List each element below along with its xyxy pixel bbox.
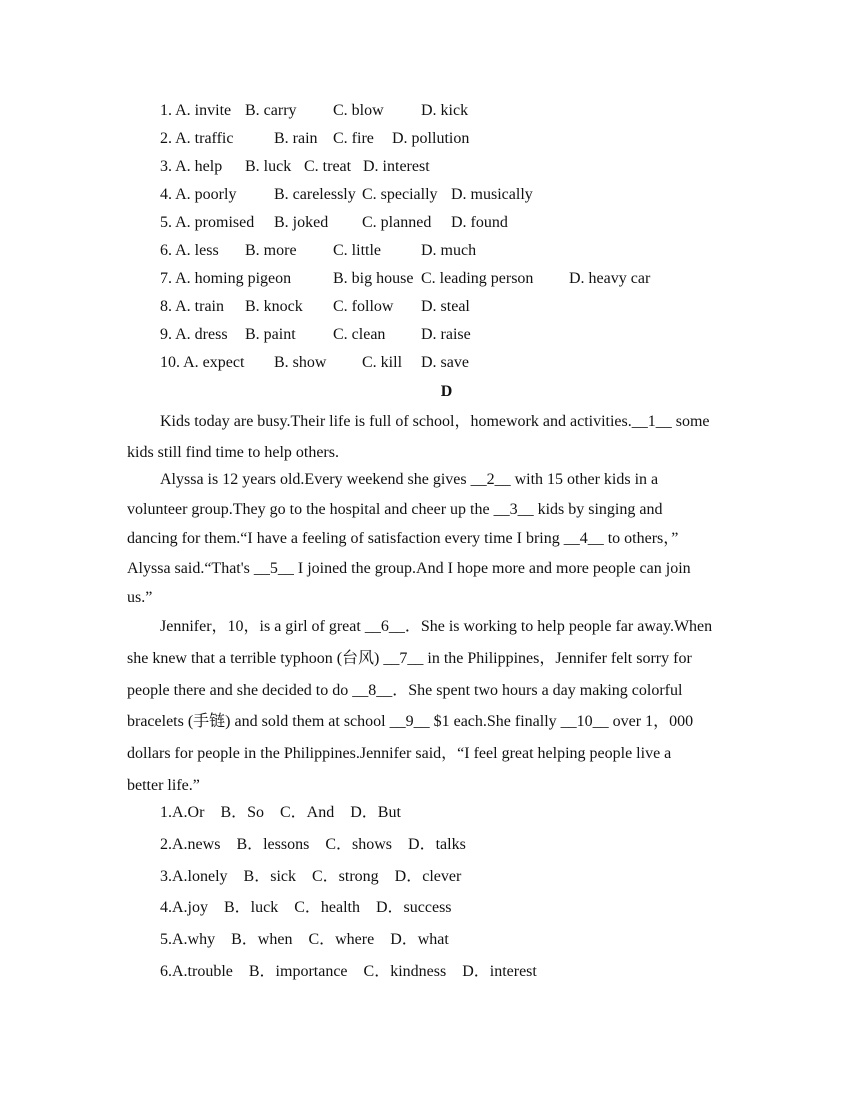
question-6: 6.A.trouble B．importance C．kindness D．interest — [160, 963, 537, 980]
option-row-9-a: 9. A. dress — [160, 326, 228, 343]
question-5: 5.A.why B．when C．where D．what — [160, 931, 449, 948]
option-row-9-d: D. raise — [421, 326, 471, 343]
option-row-7-a: 7. A. homing pigeon — [160, 270, 292, 287]
paragraph-line: Alyssa said.“That's __5__ I joined the group.And I hope more and more people can join — [127, 559, 691, 577]
section-d-title: D — [440, 383, 453, 400]
paragraph-line: Kids today are busy.Their life is full of school，homework and activities.__1__ some — [160, 413, 710, 430]
paragraph-2 — [127, 465, 737, 613]
option-row-8-d: D. steal — [421, 298, 470, 315]
option-row-2-a: 2. A. traffic — [160, 130, 234, 147]
option-row-1-d: D. kick — [421, 102, 469, 119]
option-row-3-d: D. interest — [363, 158, 430, 175]
option-row-1-c: C. blow — [333, 102, 384, 119]
option-row-10-d: D. save — [421, 354, 469, 371]
paragraph-line: kids still find time to help others. — [127, 444, 339, 461]
option-row-2-b: B. rain — [274, 130, 318, 147]
option-row-4-d: D. musically — [451, 186, 533, 203]
option-row-6-b: B. more — [245, 242, 297, 259]
option-row-4-b: B. carelessly — [274, 186, 356, 203]
paragraph-line: dancing for them.“I have a feeling of satisfaction every time I bring __4__ to others，” — [127, 530, 679, 547]
option-row-7-d: D. heavy car — [569, 270, 651, 287]
option-row-3-b: B. luck — [245, 158, 292, 175]
option-row-9-b: B. paint — [245, 326, 296, 343]
paragraph-line: volunteer group.They go to the hospital and cheer up the __3__ kids by singing and — [127, 500, 663, 518]
option-row-8-a: 8. A. train — [160, 298, 224, 315]
question-2: 2.A.news B．lessons C．shows D．talks — [160, 836, 466, 853]
option-row-6-c: C. little — [333, 242, 381, 259]
section-d-passage — [127, 406, 737, 468]
paragraph-line: Alyssa is 12 years old.Every weekend she gives __2__ with 15 other kids in a — [160, 471, 659, 488]
paragraph-3 — [127, 611, 737, 802]
question-3: 3.A.lonely B．sick C．strong D．clever — [160, 868, 462, 885]
question-1: 1.A.Or B．So C．And D．But — [160, 804, 401, 821]
paragraph-3-block — [127, 611, 737, 802]
option-row-2-d: D. pollution — [392, 130, 470, 147]
option-row-7-b: B. big house — [333, 270, 414, 287]
paragraph-line: she knew that a terrible typhoon (台风) __7__ in the Philippines，Jennifer felt sorry for — [127, 649, 692, 667]
option-row-4-c: C. specially — [362, 186, 438, 203]
question-4: 4.A.joy B．luck C．health D．success — [160, 899, 452, 916]
option-row-8-c: C. follow — [333, 298, 394, 315]
option-row-1-a: 1. A. invite — [160, 102, 232, 119]
option-row-7-c: C. leading person — [421, 270, 534, 287]
option-row-4-a: 4. A. poorly — [160, 186, 237, 203]
option-row-3-c: C. treat — [304, 158, 352, 175]
option-row-6-d: D. much — [421, 242, 477, 259]
option-row-2-c: C. fire — [333, 130, 374, 147]
option-row-1-b: B. carry — [245, 102, 297, 119]
option-row-3-a: 3. A. help — [160, 158, 223, 175]
option-row-6-a: 6. A. less — [160, 242, 219, 259]
option-row-10-a: 10. A. expect — [160, 354, 245, 371]
paragraph-line: dollars for people in the Philippines.Jennifer said，“I feel great helping people live a — [127, 745, 672, 763]
paragraph-line: us.” — [127, 589, 153, 606]
paragraph-1 — [127, 406, 737, 468]
option-row-9-c: C. clean — [333, 326, 386, 343]
option-row-5-d: D. found — [451, 214, 508, 231]
option-row-5-b: B. joked — [274, 214, 329, 231]
paragraph-line: Jennifer，10，is a girl of great __6__．She is working to help people far away.When — [160, 618, 713, 635]
option-row-10-b: B. show — [274, 354, 327, 371]
paragraph-line: people there and she decided to do __8__．She spent two hours a day making colorful — [127, 681, 683, 699]
paragraph-2-block — [127, 465, 737, 613]
paragraph-line: bracelets (手链) and sold them at school __9__ $1 each.She finally __10__ over 1，000 — [127, 713, 694, 731]
option-row-5-c: C. planned — [362, 214, 432, 231]
option-row-8-b: B. knock — [245, 298, 303, 315]
option-row-10-c: C. kill — [362, 354, 403, 371]
paragraph-line: better life.” — [127, 776, 200, 794]
option-row-5-a: 5. A. promised — [160, 214, 255, 231]
